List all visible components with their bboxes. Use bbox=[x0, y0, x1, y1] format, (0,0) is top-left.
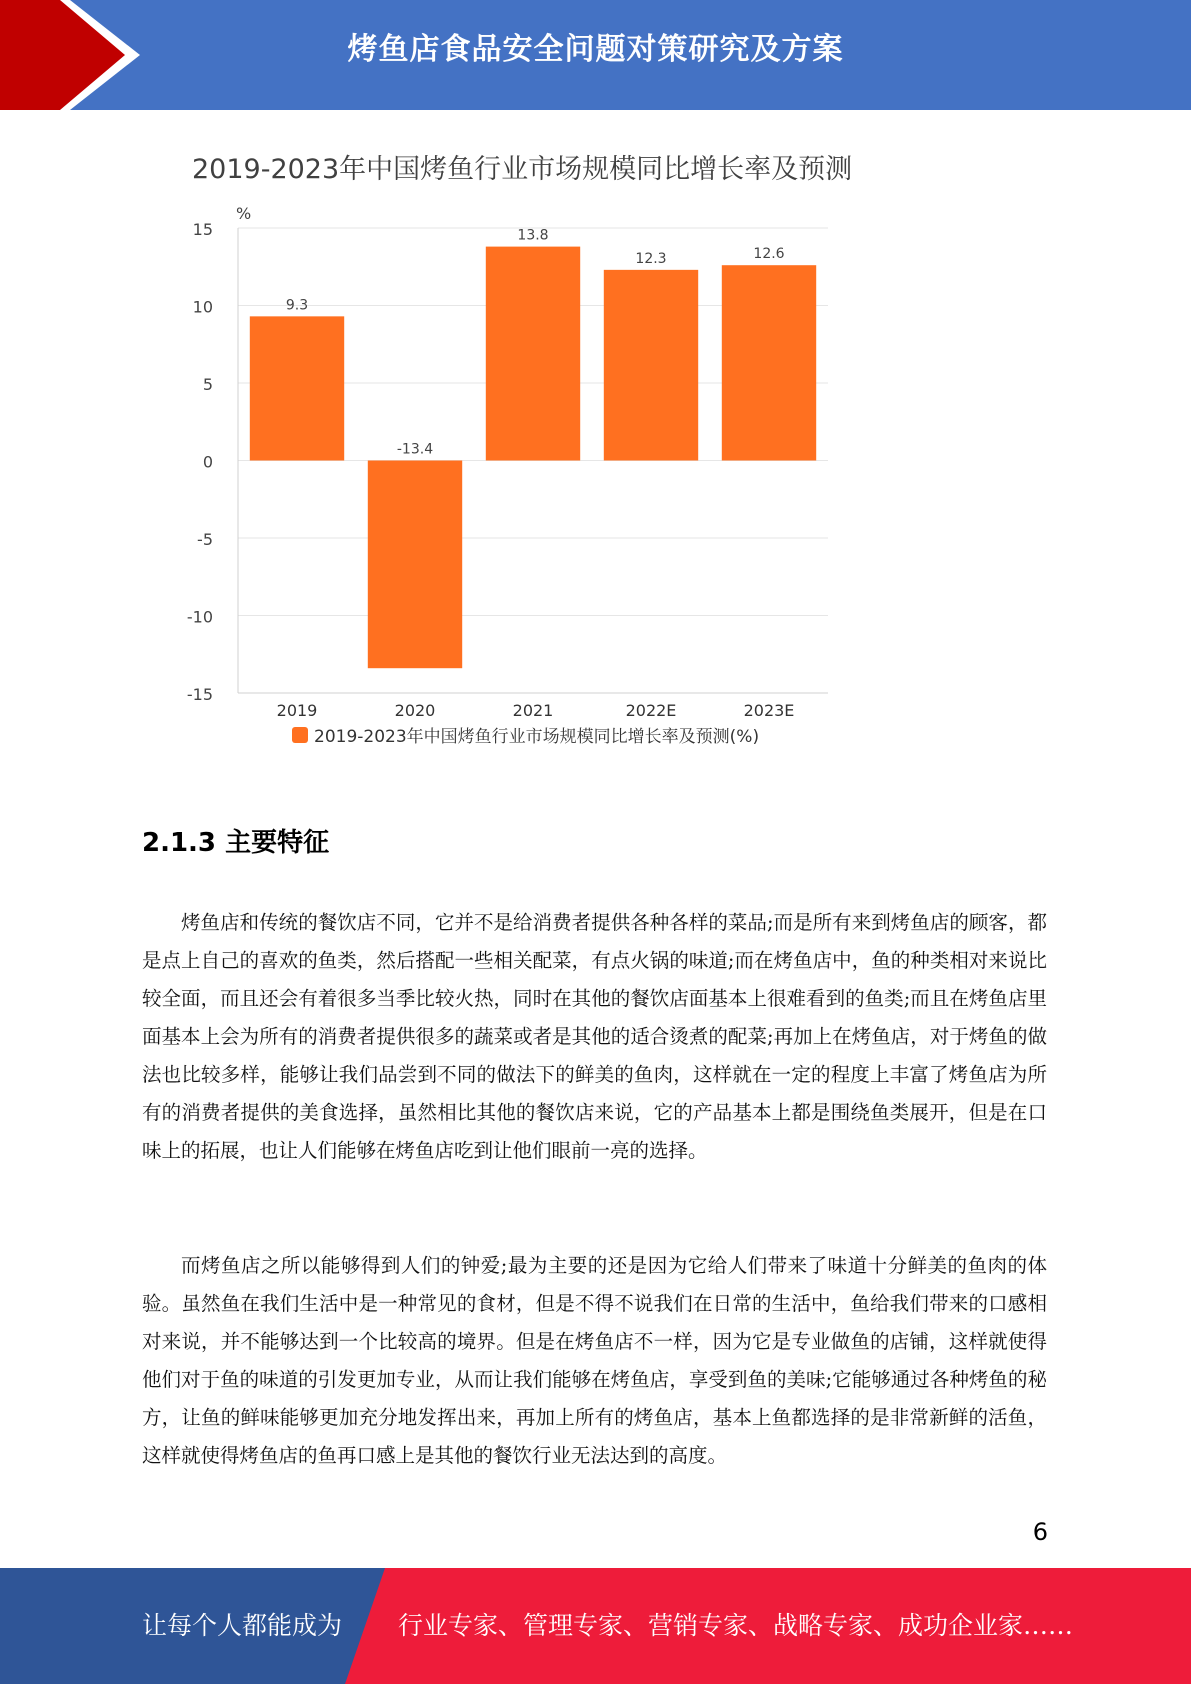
body-paragraph-1: 烤鱼店和传统的餐饮店不同，它并不是给消费者提供各种各样的菜品;而是所有来到烤鱼店的顾客，都是点上自己的喜欢的鱼类，然后搭配一些相关配菜，有点火锅的味道;而在烤鱼店中，鱼的种类相对来说比较全面，而且还会有着很多当季比较火热，同时在其他的餐饮店面基本上很难看到的鱼类;而且在烤鱼店里面基本上会为所有的消费者提供很多的蔬菜或者是其他的适合烫煮的配菜;再加上在烤鱼店，对于烤鱼的做法也比较多样，能够让我们品尝到不同的做法下的鲜美的鱼肉，这样就在一定的程度上丰富了烤鱼店为所有的消费者提供的美食选择，虽然相比其他的餐饮店来说，它的产品基本上都是围绕鱼类展开，但是在口味上的拓展，也让人们能够在烤鱼店吃到让他们眼前一亮的选择。 bbox=[142, 911, 1047, 1162]
chart-title: 2019-2023年中国烤鱼行业市场规模同比增长率及预测 bbox=[192, 154, 853, 185]
y-tick-label: -5 bbox=[197, 530, 213, 549]
y-tick-label: -10 bbox=[186, 607, 213, 627]
bar-2020 bbox=[368, 461, 462, 669]
data-label: 12.6 bbox=[753, 246, 785, 263]
page-header bbox=[0, 0, 1191, 110]
growth-rate-chart bbox=[180, 135, 900, 775]
y-tick-label: 15 bbox=[192, 220, 213, 239]
footer-slogan-left: 让每个人都能成为 bbox=[142, 1611, 343, 1640]
data-label: 13.8 bbox=[517, 227, 549, 244]
bar-chart-svg bbox=[180, 135, 900, 775]
footer-slogan-right: 行业专家、管理专家、营销专家、战略专家、成功企业家…… bbox=[398, 1611, 1074, 1640]
data-label: 12.3 bbox=[635, 250, 667, 267]
bar-2021 bbox=[486, 247, 580, 461]
bar-2023E bbox=[722, 265, 816, 460]
bar-2022E bbox=[604, 270, 698, 461]
body-paragraph-2: 而烤鱼店之所以能够得到人们的钟爱;最为主要的还是因为它给人们带来了味道十分鲜美的鱼肉的体验。虽然鱼在我们生活中是一种常见的食材，但是不得不说我们在日常的生活中，鱼给我们带来的口感相对来说，并不能够达到一个比较高的境界。但是在烤鱼店不一样，因为它是专业做鱼的店铺，这样就使得他们对于鱼的味道的引发更加专业，从而让我们能够在烤鱼店，享受到鱼的美味;它能够通过各种烤鱼的秘方，让鱼的鲜味能够更加充分地发挥出来，再加上所有的烤鱼店，基本上鱼都选择的是非常新鲜的活鱼，这样就使得烤鱼店的鱼再口感上是其他的餐饮行业无法达到的高度。 bbox=[142, 1254, 1047, 1467]
section-heading: 2.1.3 主要特征 bbox=[142, 828, 330, 858]
y-tick-label: 0 bbox=[202, 452, 213, 472]
page-footer bbox=[0, 1568, 1191, 1684]
bar-2019 bbox=[250, 316, 344, 460]
legend-label: 2019-2023年中国烤鱼行业市场规模同比增长率及预测(%) bbox=[314, 727, 760, 747]
y-tick-label: 10 bbox=[192, 297, 213, 317]
x-tick-label: 2022E bbox=[625, 701, 677, 720]
data-label: -13.4 bbox=[396, 441, 434, 458]
y-unit-label: % bbox=[236, 204, 252, 223]
page-number: 6 bbox=[1032, 1518, 1048, 1546]
y-tick-label: 5 bbox=[202, 375, 213, 394]
legend-swatch bbox=[292, 727, 308, 743]
header-title: 烤鱼店食品安全问题对策研究及方案 bbox=[347, 32, 844, 67]
data-label: 9.3 bbox=[285, 297, 309, 314]
x-tick-label: 2023E bbox=[743, 701, 795, 720]
x-tick-label: 2021 bbox=[512, 701, 554, 720]
y-tick-label: -15 bbox=[186, 685, 213, 704]
x-tick-label: 2020 bbox=[394, 701, 436, 720]
x-tick-label: 2019 bbox=[276, 701, 318, 720]
